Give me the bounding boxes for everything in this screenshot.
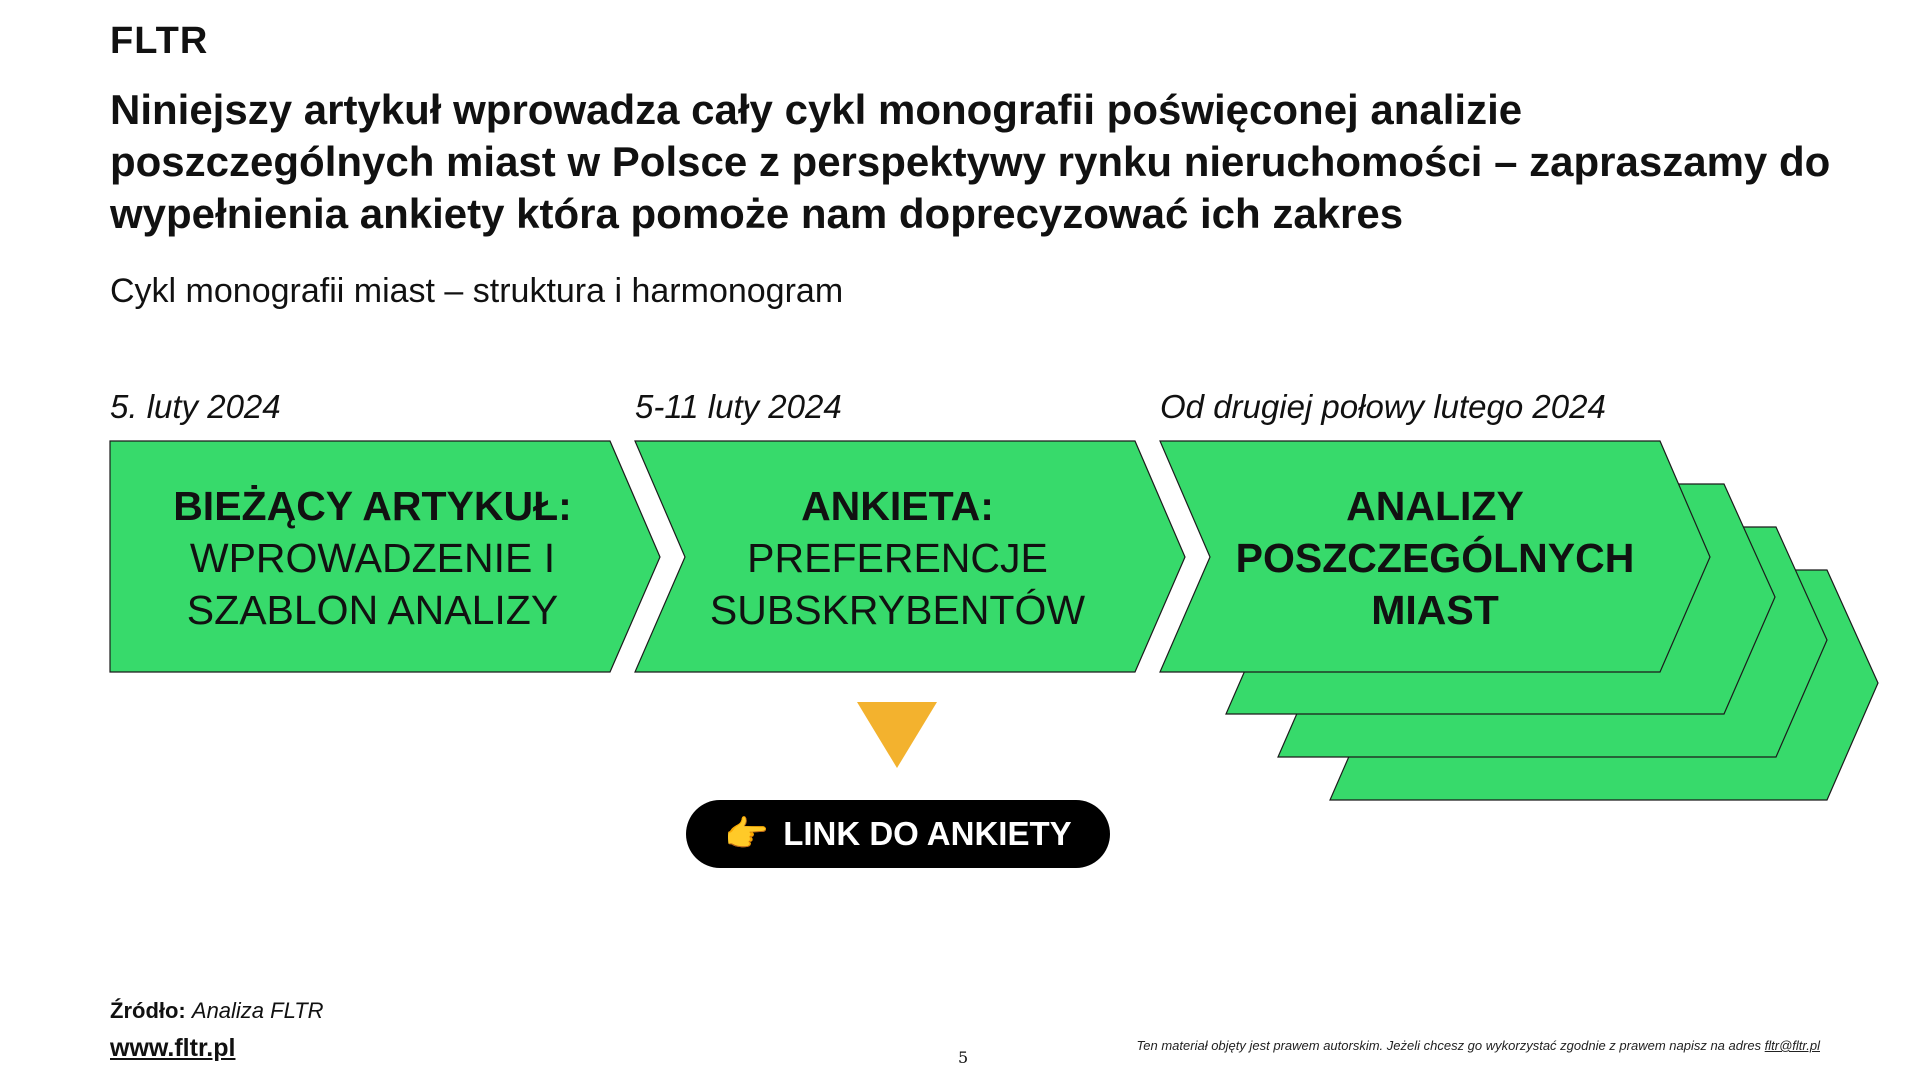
step-1-title: BIEŻĄCY ARTYKUŁ: bbox=[173, 483, 572, 529]
step-2-text bbox=[635, 478, 1160, 638]
step-3-text bbox=[1160, 478, 1710, 638]
page-subtitle: Cykl monografii miast – struktura i harmonogram bbox=[110, 272, 844, 310]
step-2-date: 5-11 luty 2024 bbox=[635, 388, 842, 425]
step-3-date: Od drugiej połowy lutego 2024 bbox=[1160, 388, 1606, 425]
step-1-date: 5. luty 2024 bbox=[110, 388, 281, 425]
source-note bbox=[110, 998, 324, 1024]
step-1-line2: SZABLON ANALIZY bbox=[186, 587, 559, 633]
step-3-title-line2: POSZCZEGÓLNYCH bbox=[1235, 535, 1635, 581]
page-number: 5 bbox=[958, 1048, 969, 1067]
step-2-line1: PREFERENCJE bbox=[747, 535, 1048, 581]
survey-link-button[interactable] bbox=[686, 800, 1110, 868]
source-value: Analiza FLTR bbox=[191, 998, 324, 1023]
brand-logo: FLTR bbox=[110, 20, 209, 62]
step-1-line1: WPROWADZENIE I bbox=[189, 535, 556, 581]
pointing-hand-icon: 👉 bbox=[724, 813, 770, 854]
step-1-text bbox=[110, 478, 635, 638]
page-headline: Niniejszy artykuł wprowadza cały cykl monografii poświęconej analizie poszczególnych miast w Polsce z perspektywy rynku nieruchomości – zapraszamy do wypełnienia ankiety która pomoże nam doprecyzować ich zakres bbox=[110, 86, 1831, 237]
website-link[interactable]: www.fltr.pl bbox=[110, 1034, 236, 1062]
step-3-title-line3: MIAST bbox=[1371, 587, 1499, 633]
step-2-line2: SUBSKRYBENTÓW bbox=[709, 587, 1086, 633]
down-arrow-icon bbox=[857, 702, 937, 768]
copyright-email-link[interactable]: fltr@fltr.pl bbox=[1764, 1038, 1820, 1053]
step-3-title-line1: ANALIZY bbox=[1346, 483, 1524, 529]
copyright-notice bbox=[1137, 1038, 1820, 1053]
step-2-title: ANKIETA: bbox=[801, 483, 994, 529]
copyright-text: Ten materiał objęty jest prawem autorskim. Jeżeli chcesz go wykorzystać zgodnie z prawem napisz na adres bbox=[1136, 1038, 1762, 1053]
source-label: Źródło: bbox=[110, 998, 186, 1023]
survey-link-label: LINK DO ANKIETY bbox=[783, 815, 1072, 852]
